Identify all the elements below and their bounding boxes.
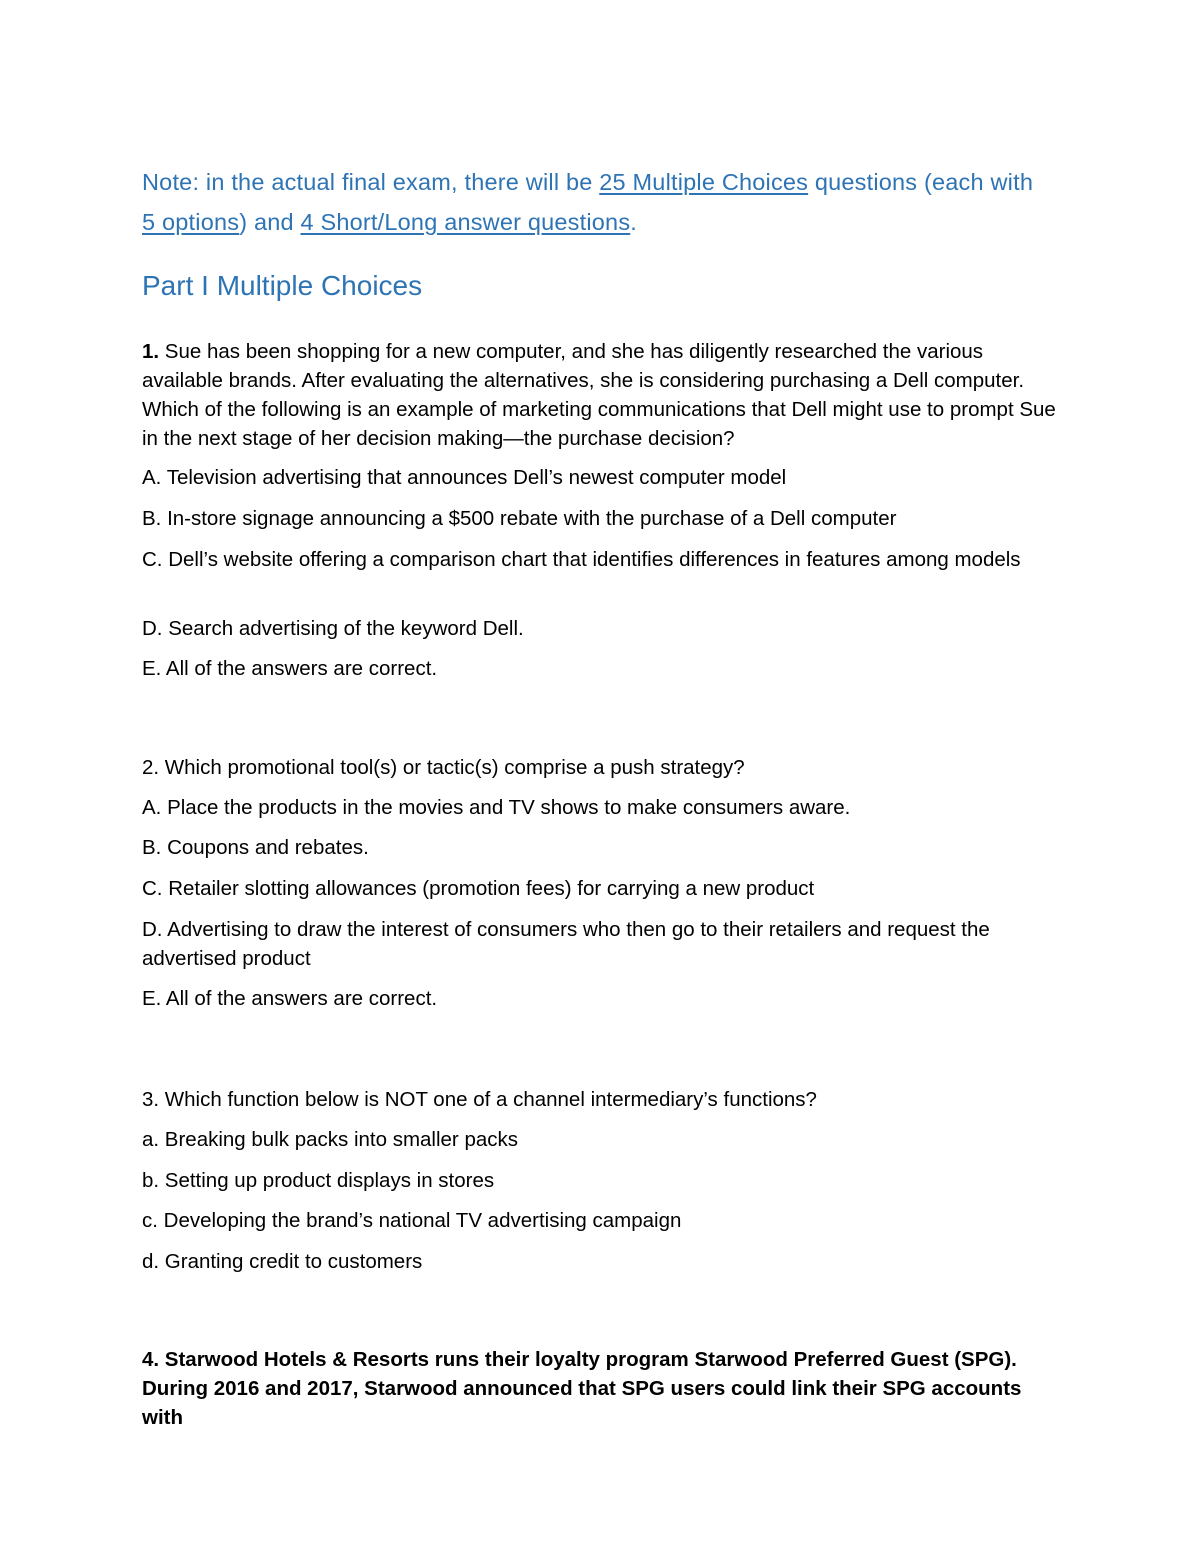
question-2-stem: 2. Which promotional tool(s) or tactic(s) comprise a push strategy?	[142, 756, 745, 779]
question-1-option-b: B. In-store signage announcing a $500 rebate with the purchase of a Dell computer	[142, 507, 897, 530]
question-1-option-d: D. Search advertising of the keyword Dell.	[142, 617, 524, 640]
question-3-option-a: a. Breaking bulk packs into smaller packs	[142, 1128, 519, 1151]
question-3-stem: 3. Which function below is NOT one of a channel intermediary’s functions?	[142, 1088, 817, 1111]
question-3-option-c: c. Developing the brand’s national TV advertising campaign	[142, 1209, 682, 1232]
question-1-option-a: A. Television advertising that announces Dell’s newest computer model	[142, 466, 787, 489]
question-1-option-c: C. Dell’s website offering a comparison chart that identifies differences in features among models	[142, 548, 1021, 571]
question-3-option-b: b. Setting up product displays in stores	[142, 1169, 495, 1192]
note-mid-1: questions (each with	[808, 169, 1034, 195]
question-2-option-e: E. All of the answers are correct.	[142, 987, 438, 1010]
note-suffix: .	[630, 209, 638, 235]
question-1-stem	[142, 337, 1062, 453]
question-3-option-d: d. Granting credit to customers	[142, 1250, 423, 1273]
question-1-option-e: E. All of the answers are correct.	[142, 657, 438, 680]
note-mid-2: ) and	[239, 209, 301, 235]
question-4-stem: 4. Starwood Hotels & Resorts runs their loyalty program Starwood Preferred Guest (SPG). During 2016 and 2017, Starwood announced that SPG users could link their SPG accounts with	[142, 1348, 1022, 1429]
question-2-option-c: C. Retailer slotting allowances (promotion fees) for carrying a new product	[142, 877, 815, 900]
question-2-option-d: D. Advertising to draw the interest of consumers who then go to their retailers and request the advertised product	[142, 918, 990, 970]
question-1	[142, 337, 1062, 453]
question-1-text: Sue has been shopping for a new computer, and she has diligently researched the various available brands. After evaluating the alternatives, she is considering purchasing a Dell computer. Which of the following is an example of marketing communications that Dell might use to prompt Sue in the next stage of her decision making—the purchase decision?	[142, 340, 1056, 450]
note-options-count: 5 options	[142, 209, 240, 235]
note-mc-count: 25 Multiple Choices	[599, 169, 809, 195]
question-1-number: 1.	[142, 340, 160, 363]
question-2-option-a: A. Place the products in the movies and TV shows to make consumers aware.	[142, 796, 851, 819]
question-2-option-b: B. Coupons and rebates.	[142, 836, 369, 859]
note-prefix: Note: in the actual final exam, there will be	[142, 169, 600, 195]
part-heading: Part I Multiple Choices	[142, 270, 423, 301]
note-short-long-count: 4 Short/Long answer questions	[300, 209, 631, 235]
exam-note	[142, 162, 1052, 242]
